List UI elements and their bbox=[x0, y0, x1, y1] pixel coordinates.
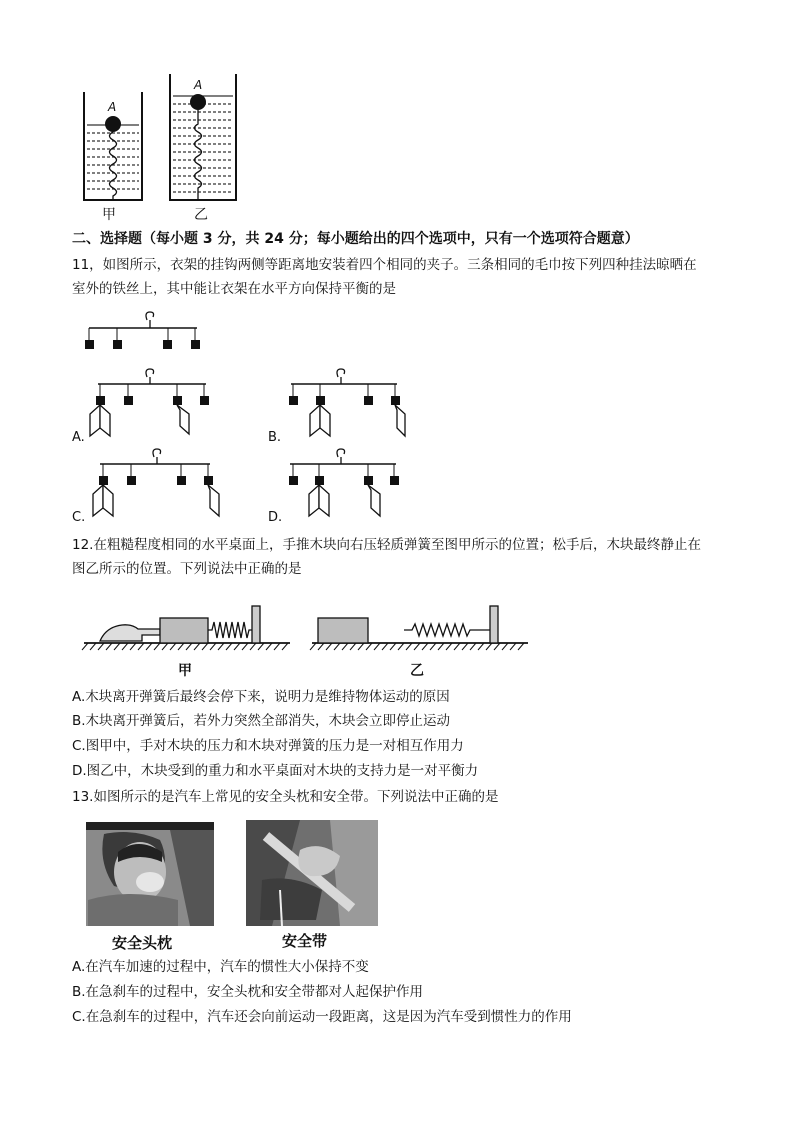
q12-option-b[interactable]: B.木块离开弹簧后，若外力突然全部消失，木块会立即停止运动 bbox=[72, 713, 451, 729]
seatbelt-caption: 安全带 bbox=[282, 932, 328, 950]
beaker-label-left: 甲 bbox=[102, 207, 116, 223]
q11-option-d[interactable]: D. bbox=[268, 510, 283, 525]
ball-label-left: A bbox=[108, 100, 117, 114]
q11-option-a[interactable]: A. bbox=[72, 430, 85, 445]
q11-option-b[interactable]: B. bbox=[268, 430, 282, 445]
headrest-photo bbox=[86, 822, 214, 926]
q12-line1: 12.在粗糙程度相同的水平桌面上，手推木块向右压轻质弹簧至图甲所示的位置；松手后，木块最终静止在 bbox=[72, 537, 701, 553]
q11-line2: 室外的铁丝上，其中能让衣架在水平方向保持平衡的是 bbox=[72, 281, 396, 297]
q13-line1: 13.如图所示的是汽车上常见的安全头枕和安全带。下列说法中正确的是 bbox=[72, 789, 499, 805]
ball-label-right: A bbox=[194, 78, 203, 92]
headrest-caption: 安全头枕 bbox=[112, 934, 173, 952]
q13-option-b[interactable]: B.在急刹车的过程中，安全头枕和安全带都对人起保护作用 bbox=[72, 984, 424, 1000]
beaker-label-right: 乙 bbox=[194, 207, 208, 223]
q12-fig-right-label: 乙 bbox=[410, 663, 424, 679]
q12-option-c[interactable]: C.图甲中，手对木块的压力和木块对弹簧的压力是一对相互作用力 bbox=[72, 738, 464, 754]
q11-line1: 11，如图所示，衣架的挂钩两侧等距离地安装着四个相同的夹子。三条相同的毛巾按下列四种挂法晾晒在 bbox=[72, 257, 697, 273]
q12-option-d[interactable]: D.图乙中，木块受到的重力和水平桌面对木块的支持力是一对平衡力 bbox=[72, 763, 479, 779]
seatbelt-photo bbox=[246, 820, 378, 926]
q13-option-c[interactable]: C.在急刹车的过程中，汽车还会向前运动一段距离，这是因为汽车受到惯性力的作用 bbox=[72, 1009, 572, 1025]
q12-option-a[interactable]: A.木块离开弹簧后最终会停下来，说明力是维持物体运动的原因 bbox=[72, 689, 450, 705]
q12-line2: 图乙所示的位置。下列说法中正确的是 bbox=[72, 561, 302, 577]
q13-option-a[interactable]: A.在汽车加速的过程中，汽车的惯性大小保持不变 bbox=[72, 959, 369, 975]
q12-fig-left-label: 甲 bbox=[178, 663, 192, 679]
section-heading: 二、选择题（每小题 3 分，共 24 分；每小题给出的四个选项中，只有一个选项符合题意） bbox=[72, 231, 639, 247]
q11-option-c[interactable]: C. bbox=[72, 510, 86, 525]
